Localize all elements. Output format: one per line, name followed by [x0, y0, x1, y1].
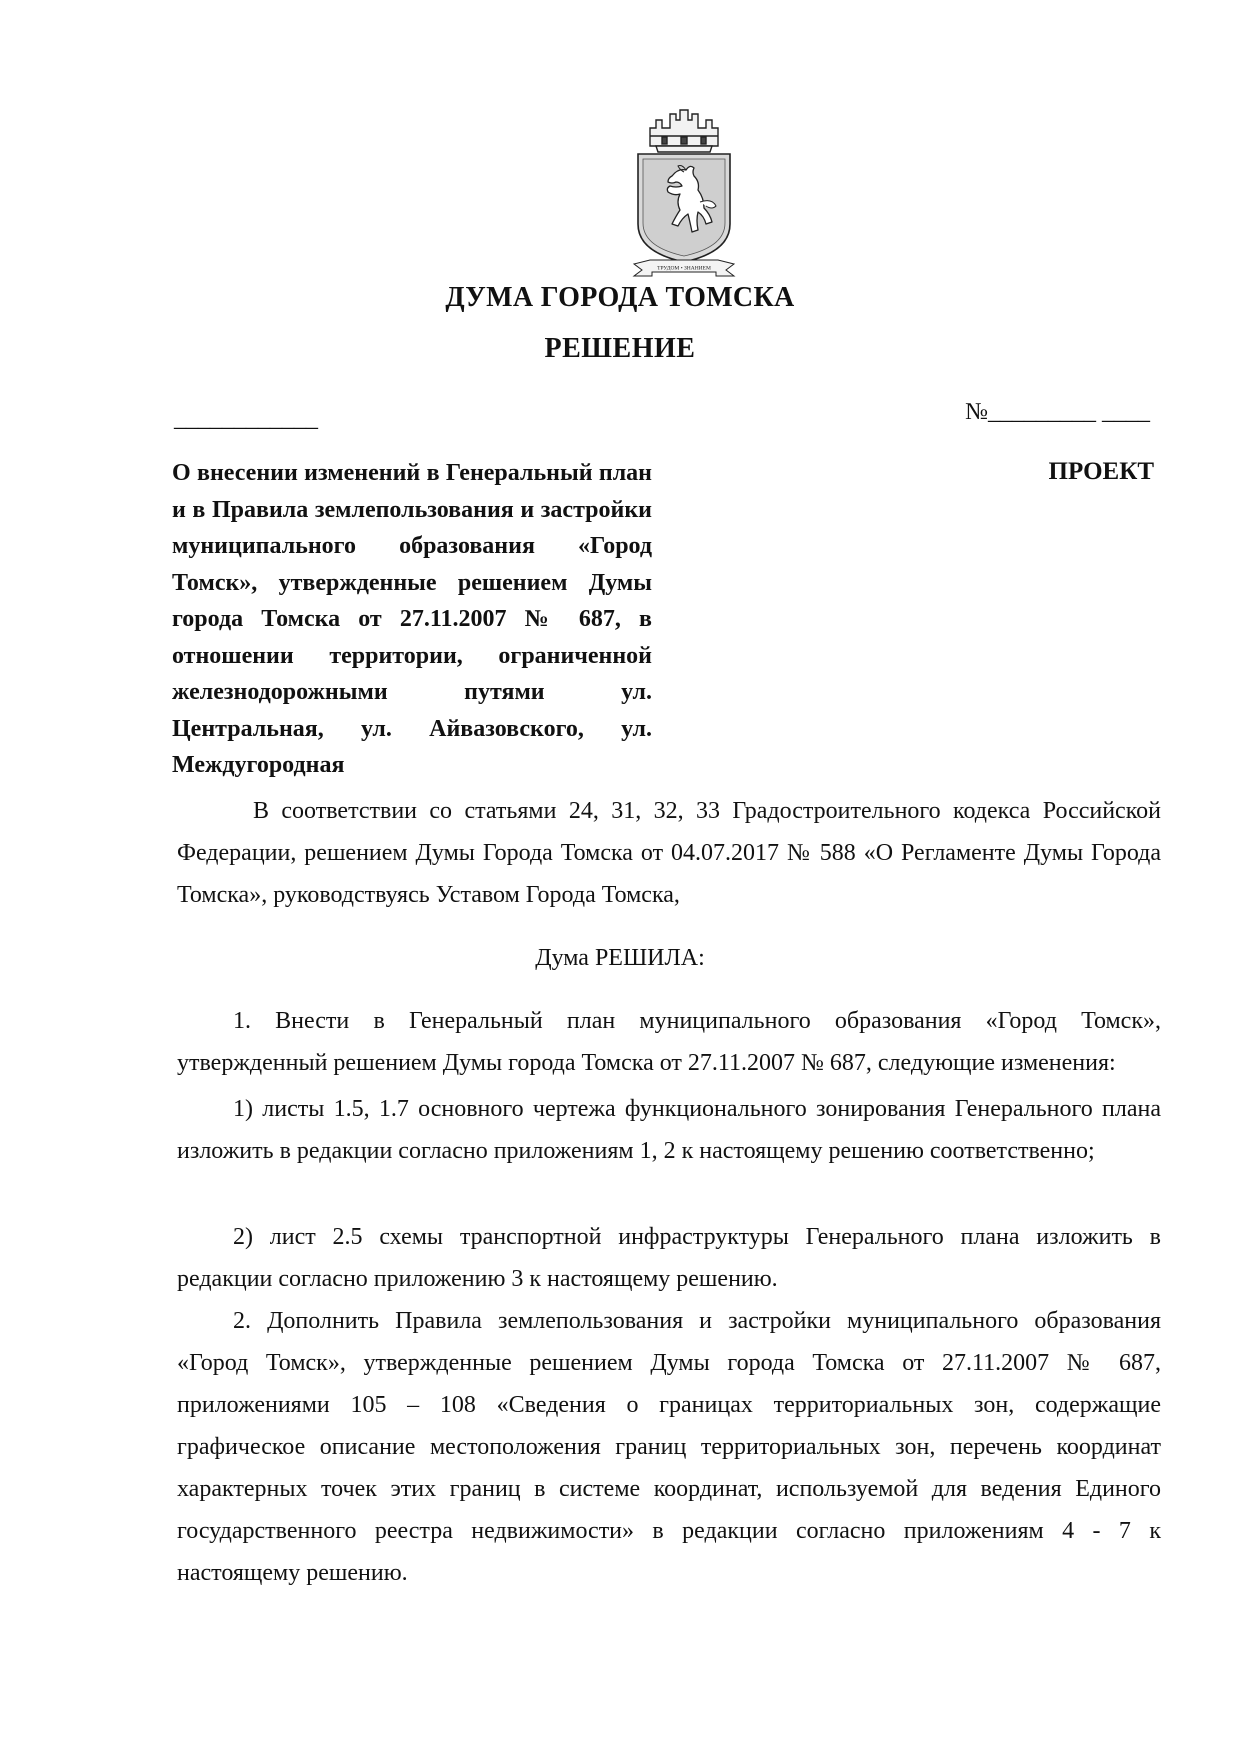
number-placeholder: №_________ ____	[965, 399, 1150, 425]
date-placeholder: ____________	[174, 406, 318, 432]
document-type: РЕШЕНИЕ	[544, 333, 696, 364]
preamble-paragraph: В соответствии со статьями 24, 31, 32, 33 Градостроительного кодекса Российской Федерации, решением Думы Города Томска от 04.07.2017 № 588 «О Регламенте Думы Города Томска», руководствуясь Уставом Города Томска,	[177, 798, 1161, 908]
resolved-heading: Дума РЕШИЛА:	[535, 945, 705, 971]
emblem-motto: ТРУДОМ • ЗНАНИЕМ	[657, 265, 711, 272]
item-1-2-paragraph: 2) лист 2.5 схемы транспортной инфраструктуры Генерального плана изложить в редакции согласно приложению 3 к настоящему решению.	[177, 1224, 1161, 1292]
item-1-1-paragraph: 1) листы 1.5, 1.7 основного чертежа функционального зонирования Генерального плана изложить в редакции согласно приложениям 1, 2 к настоящему решению соответственно;	[177, 1096, 1161, 1164]
draft-mark: ПРОЕКТ	[1048, 458, 1154, 485]
item-1-paragraph: 1. Внести в Генеральный план муниципального образования «Город Томск», утвержденный решением Думы города Томска от 27.11.2007 № 687, следующие изменения:	[177, 1008, 1161, 1076]
item-2-paragraph: 2. Дополнить Правила землепользования и застройки муниципального образования «Город Томск», утвержденные решением Думы города Томска от 27.11.2007 № 687, приложениями 105 – 108 «Сведения о границах территориальных зон, содержащие графическое описание местоположения границ территориальных зон, перечень координат характерных точек этих границ в системе координат, используемой для ведения Единого государственного реестра недвижимости» в редакции согласно приложениям 4 - 7 к настоящему решению.	[177, 1308, 1161, 1586]
tomsk-coat-of-arms-icon	[632, 106, 736, 278]
document-title: О внесении изменений в Генеральный план и в Правила землепользования и застройки муниципального образования «Город Томск», утвержденные решением Думы города Томска от 27.11.2007 № 687, в отношении территории, ограниченной железнодорожными путями ул. Центральная, ул. Айвазовского, ул. Междугородная	[172, 460, 652, 778]
council-name: ДУМА ГОРОДА ТОМСКА	[445, 282, 795, 313]
